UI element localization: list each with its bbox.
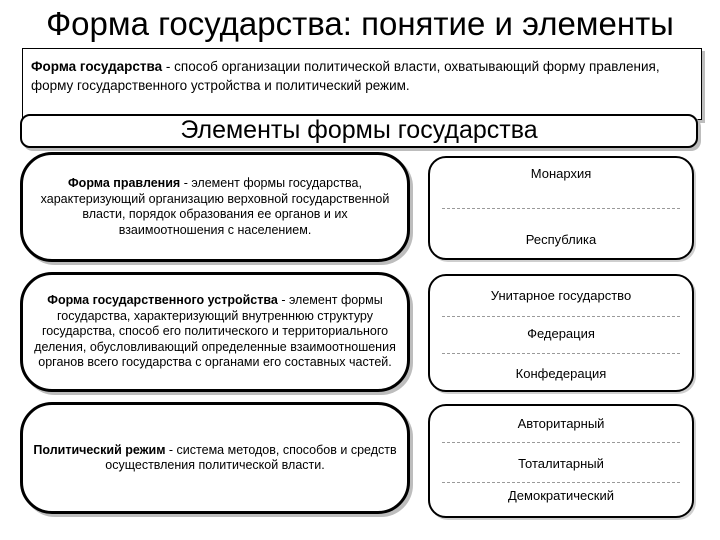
element-text: - элемент формы государства, характеризующий внутреннюю структуру государства, способ его политического и территориального деления, обусловливающий определенные взаимоотношения органов всего государства с органами его составных частей. bbox=[34, 293, 396, 370]
option-separator bbox=[442, 208, 680, 209]
element-description bbox=[23, 293, 407, 371]
elements-banner: Элементы формы государства bbox=[20, 114, 698, 148]
element-box-form-of-government bbox=[20, 152, 410, 262]
definition-body: - способ организации политической власти, охватывающий форму правления, форму государственного устройства и политический режим. bbox=[31, 59, 660, 93]
element-term: Форма государственного устройства bbox=[47, 293, 278, 308]
element-term: Форма правления bbox=[68, 176, 181, 190]
element-box-political-regime bbox=[20, 402, 410, 514]
options-box-form-of-government bbox=[428, 156, 694, 260]
option-separator bbox=[442, 482, 680, 483]
definition-term: Форма государства bbox=[31, 59, 163, 74]
definition-text bbox=[31, 57, 691, 95]
element-term: Политический режим bbox=[33, 442, 166, 457]
options-box-territorial-structure bbox=[428, 274, 694, 392]
element-description bbox=[23, 176, 407, 238]
element-text: - система методов, способов и средств осуществления политической власти. bbox=[105, 442, 397, 472]
option-totalitarian: Тоталитарный bbox=[518, 456, 604, 471]
element-text: - элемент формы государства, характеризующий организацию верховной государственной власти, порядок образования ее органов и их взаимоотношения с населением. bbox=[40, 176, 390, 237]
option-republic: Республика bbox=[525, 232, 597, 247]
definition-box bbox=[22, 48, 702, 120]
page-title: Форма государства: понятие и элементы bbox=[46, 5, 674, 42]
option-democratic: Демократический bbox=[508, 488, 614, 503]
option-monarchy: Монархия bbox=[530, 166, 592, 181]
option-separator bbox=[442, 442, 680, 443]
option-separator bbox=[442, 316, 680, 317]
option-separator bbox=[442, 353, 680, 354]
option-federation: Федерация bbox=[527, 326, 595, 341]
element-box-territorial-structure bbox=[20, 272, 410, 392]
option-confederation: Конфедерация bbox=[515, 366, 607, 381]
options-box-political-regime bbox=[428, 404, 694, 518]
option-unitary-state: Унитарное государство bbox=[490, 288, 632, 303]
element-description bbox=[23, 443, 407, 474]
option-authoritarian: Авторитарный bbox=[517, 416, 605, 431]
